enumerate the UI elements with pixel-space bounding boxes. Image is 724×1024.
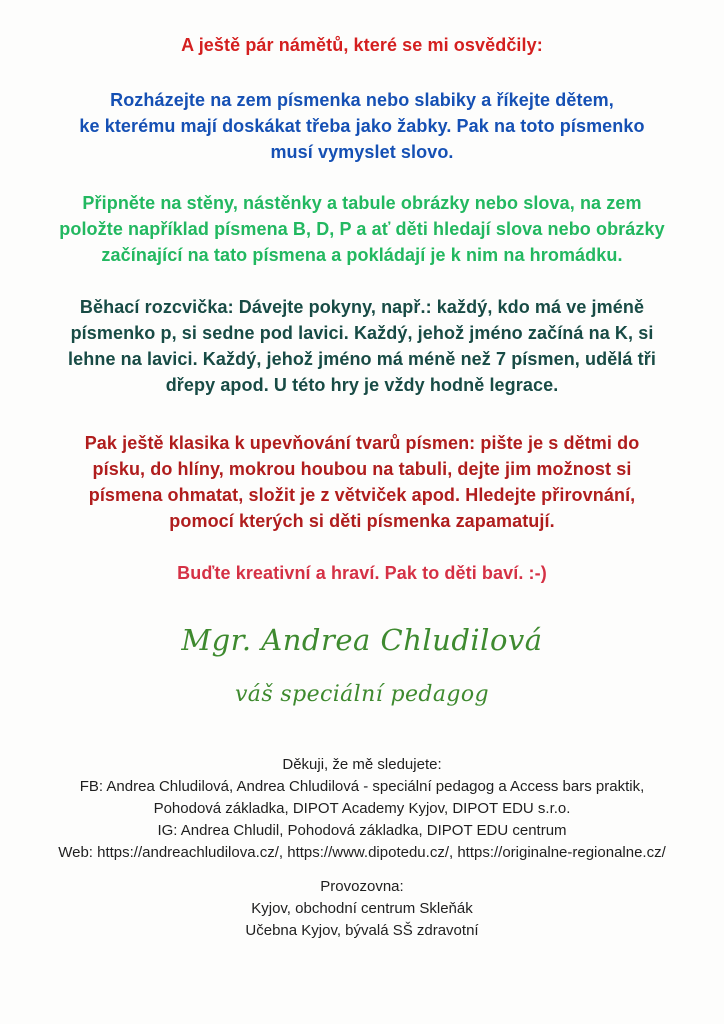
- paragraph-line: Připněte na stěny, nástěnky a tabule obrázky nebo slova, na zem: [82, 193, 642, 213]
- paragraph-line: písmenko p, si sedne pod lavici. Každý, jehož jméno začíná na K, si: [70, 323, 654, 343]
- paragraph-line: ke kterému mají doskákat třeba jako žabky. Pak na toto písmenko: [79, 116, 645, 136]
- paragraph-line: Běhací rozcvička: Dávejte pokyny, např.: každý, kdo má ve jméně: [79, 297, 645, 317]
- paragraph-line: Pak ještě klasika k upevňování tvarů písmen: pište je s dětmi do: [84, 433, 640, 453]
- premises-location-2: Učebna Kyjov, bývalá SŠ zdravotní: [245, 922, 479, 939]
- paragraph-line: položte například písmena B, D, P a ať děti hledají slova nebo obrázky: [59, 219, 665, 239]
- contacts-web: Web: https://andreachludilova.cz/, https://www.dipotedu.cz/, https://originalne-regionalne.cz/: [58, 844, 666, 861]
- contacts-section: [0, 754, 724, 864]
- paragraph-line: musí vymyslet slovo.: [270, 142, 454, 162]
- paragraph-line: dřepy apod. U této hry je vždy hodně legrace.: [165, 375, 559, 395]
- paragraph-line: začínající na tato písmena a pokládají je k nim na hromádku.: [101, 245, 623, 265]
- premises-location-1: Kyjov, obchodní centrum Skleňák: [251, 900, 473, 917]
- paragraph-line: písmena ohmatat, složit je z větviček apod. Hledejte přirovnání,: [88, 485, 636, 505]
- heading: [0, 32, 724, 58]
- heading-line: A ještě pár námětů, které se mi osvědčily:: [181, 35, 543, 55]
- contacts-instagram: IG: Andrea Chludil, Pohodová základka, DIPOT EDU centrum: [157, 822, 567, 839]
- paragraph-line: Rozházejte na zem písmenka nebo slabiky a říkejte dětem,: [110, 90, 614, 110]
- closing-text: Buďte kreativní a hraví. Pak to děti baví. :-): [177, 563, 547, 583]
- paragraph-line: písku, do hlíny, mokrou houbou na tabuli, dejte jim možnost si: [92, 459, 632, 479]
- premises-title: Provozovna:: [320, 878, 404, 895]
- closing-line: [0, 560, 724, 586]
- contacts-intro: Děkuji, že mě sledujete:: [282, 756, 442, 773]
- paragraph-line: pomocí kterých si děti písmenka zapamatují.: [169, 511, 555, 531]
- paragraph-letter-shapes: [0, 430, 724, 534]
- paragraph-letter-jumping: [0, 87, 724, 165]
- paragraph-running-warmup: [0, 294, 724, 398]
- premises-section: [0, 876, 724, 942]
- paragraph-line: lehne na lavici. Každý, jehož jméno má méně než 7 písmen, udělá tři: [68, 349, 656, 369]
- contacts-facebook-cont: Pohodová základka, DIPOT Academy Kyjov, DIPOT EDU s.r.o.: [153, 800, 571, 817]
- signature-role: váš speciální pedagog: [234, 682, 490, 707]
- paragraph-wall-pictures: [0, 190, 724, 268]
- contacts-facebook: FB: Andrea Chludilová, Andrea Chludilová - speciální pedagog a Access bars praktik,: [79, 778, 645, 795]
- signature-name: Mgr. Andrea Chludilová: [181, 623, 543, 657]
